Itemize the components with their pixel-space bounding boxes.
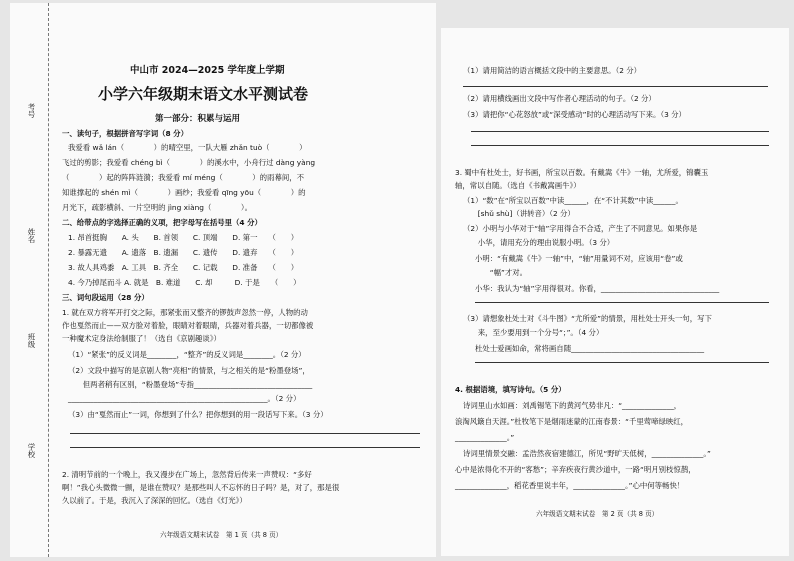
section-1-heading: 一、读句子，根据拼音写字词（8 分）: [62, 129, 188, 138]
passage-1-line-3: 一种魔术定身法给制服了！（选自《京剧趣谈》）: [62, 334, 221, 343]
poem-line-4: 诗词里情景交融：孟浩然夜宿建德江，所见“野旷天低树，______________。”: [463, 449, 711, 458]
answer-line: [475, 302, 769, 303]
poem-line-1: 诗词里山水如画：刘禹锡笔下的黄河气势非凡：“______________，: [463, 401, 682, 410]
section-2-heading: 二、给带点的字选择正确的义项，把字母写在括号里（4 分）: [62, 218, 262, 227]
poem-line-5: 心中是浓得化不开的“客愁”；辛弃疾夜行黄沙道中，一路“明月别枝惊鹊，: [455, 465, 696, 474]
binding-line: [48, 3, 49, 557]
passage-1-line-2: 作也戛然而止——双方脸对着脸，眼睛对着眼睛，兵器对着兵器，一切都像被: [62, 321, 314, 330]
answer-line: [70, 447, 420, 448]
passage-3-line-1: 3. 蜀中有杜处士，好书画，所宝以百数。有戴嵩《牛》一轴，尤所爱，锦囊玉: [455, 168, 709, 177]
passage-2-line-3: 久以前了。于是，我沉入了深深的回忆。（选自《灯光》）: [62, 496, 247, 505]
poem-line-6: ______________，稻花香里说丰年，______________。”心中何等畅快！: [455, 481, 685, 490]
pinyin-line-3: （ ）起的阵阵涟漪；我爱看 mí méng（ ）的雨幕间，不: [62, 173, 305, 182]
answer-line: [70, 433, 420, 434]
page-footer: 六年级语文期末试卷 第 2 页（共 8 页）: [536, 510, 659, 518]
question-3-3-start: 杜处士爱画如命，常将画自随____________________________________: [475, 344, 705, 353]
question-r-1: （1）请用简洁的语言概括文段中的主要意思。（2 分）: [463, 66, 642, 75]
side-label-school: 学校: [27, 443, 36, 458]
choice-item-3: 3. 故人具鸡黍 A. 工具 B. 齐全 C. 记载 D. 准备 （ ）: [68, 263, 299, 272]
answer-line: [463, 86, 768, 87]
side-label-exam-number: 考号: [27, 103, 36, 118]
question-r-3: （3）请把你“心花怒放”或“深受感动”时的心理活动写下来。（3 分）: [463, 110, 686, 119]
xiaoming-line-2: “幅”才对。: [475, 268, 528, 277]
question-3-3-line-2: 来，至少要用到一个分号“；”。（4 分）: [463, 328, 604, 337]
section-4-heading: 4. 根据语境，填写诗句。（5 分）: [455, 385, 566, 394]
choice-item-4: 4. 今乃掉尾而斗 A. 就是 B. 难道 C. 却 D. 于是 （ ）: [68, 278, 301, 287]
xiaohua-line: 小华：我认为“轴”字用得很对。你看，________________________________: [475, 284, 720, 293]
pinyin-line-5: 月光下，疏影横斜、一片空明的 jìng xiàng（ ）。: [62, 203, 253, 212]
question-1-1: （1）“紧张”的反义词是________，“整齐”的反义词是________。（2 分）: [68, 350, 306, 359]
part-heading: 第一部分：积累与运用: [155, 114, 241, 124]
page-footer: 六年级语文期末试卷 第 1 页（共 8 页）: [160, 531, 283, 539]
xiaoming-line-1: 小明：“有戴嵩《牛》一轴”中，“轴”用量词不对，应该用“卷”或: [475, 254, 683, 263]
answer-line: [471, 145, 769, 146]
pinyin-line-1: 我爱看 wǎ lán（ ）的晴空里，一队大雁 zhǎn tuò（ ）: [68, 143, 307, 152]
choice-item-1: 1. 昂首挺胸 A. 头 B. 首领 C. 顶端 D. 第一 （ ）: [68, 233, 299, 242]
exam-page-2: [441, 28, 789, 556]
pinyin-line-2: 飞过的剪影；我爱看 chéng bì（ ）的溪水中，小舟行过 dàng yàng: [62, 158, 316, 167]
answer-line: [471, 131, 769, 132]
pinyin-line-4: 知谁撑起的 shén mì（ ）画纱；我爱看 qīng yōu（ ）的: [62, 188, 306, 197]
exam-title: 小学六年级期末语文水平测试卷: [98, 85, 309, 103]
question-3-1: （1）“数”在“所宝以百数”中读______，在“不计其数”中读______。: [463, 196, 683, 205]
question-3-2-line-1: （2）小明与小华对于“轴”字用得合不合适，产生了不同意见。如果你是: [463, 224, 698, 233]
poem-line-3: ______________。”: [455, 433, 515, 442]
answer-line: [475, 362, 769, 363]
question-r-2: （2）请用横线画出文段中写作者心理活动的句子。（2 分）: [463, 94, 656, 103]
question-3-2-line-2: 小华，请用充分的理由说服小明。（3 分）: [463, 238, 615, 247]
passage-2-line-1: 2. 清明节前的一个晚上，我又漫步在广场上，忽然背后传来一声赞叹：“多好: [62, 470, 312, 479]
side-label-name: 姓名: [27, 228, 36, 243]
passage-2-line-2: 啊！”我心头微微一颤，是谁在赞叹？是那些叫人不忘怀的日子吗？是，对了，那是很: [62, 483, 340, 492]
question-1-3: （3）由“戛然而止”一词，你想到了什么？把你想到的用一段话写下来。（3 分）: [68, 410, 328, 419]
question-1-2-line-1: （2）文段中描写的是京剧人物“亮相”的情景，与之相关的是“粉墨登场”，: [68, 366, 310, 375]
poem-line-2: 浪淘风簸自天涯。”杜牧笔下是烟雨迷蒙的江南春景：“千里莺啼绿映红，: [455, 417, 689, 426]
side-label-class: 班级: [27, 333, 36, 348]
question-3-1-pinyin: [shǔ shù]（讲转音）（2 分）: [463, 209, 575, 218]
question-3-3-line-1: （3）请想象杜处士对《斗牛图》“尤所爱”的情景，用杜处士开头一句，写下: [463, 314, 712, 323]
passage-1-line-1: 1. 就在双方将军开打交之际，那紧张而又整齐的锣鼓声忽然一停，人物的动: [62, 308, 308, 317]
exam-page-1: [10, 3, 436, 557]
question-1-2-line-2: 但两者稍有区别，“粉墨登场”专指________________________________: [68, 380, 313, 389]
question-1-2-line-3: ______________________________________________________。（2 分）: [68, 394, 301, 403]
section-3-heading: 三、词句段运用（28 分）: [62, 293, 149, 302]
choice-item-2: 2. 暴露无遗 A. 遗落 B. 遗漏 C. 遗传 D. 遗弃 （ ）: [68, 248, 299, 257]
passage-3-line-2: 轴，常以自随。（选自《书戴嵩画牛》）: [455, 181, 581, 190]
exam-header-year: 中山市 2024—2025 学年度上学期: [130, 65, 285, 76]
